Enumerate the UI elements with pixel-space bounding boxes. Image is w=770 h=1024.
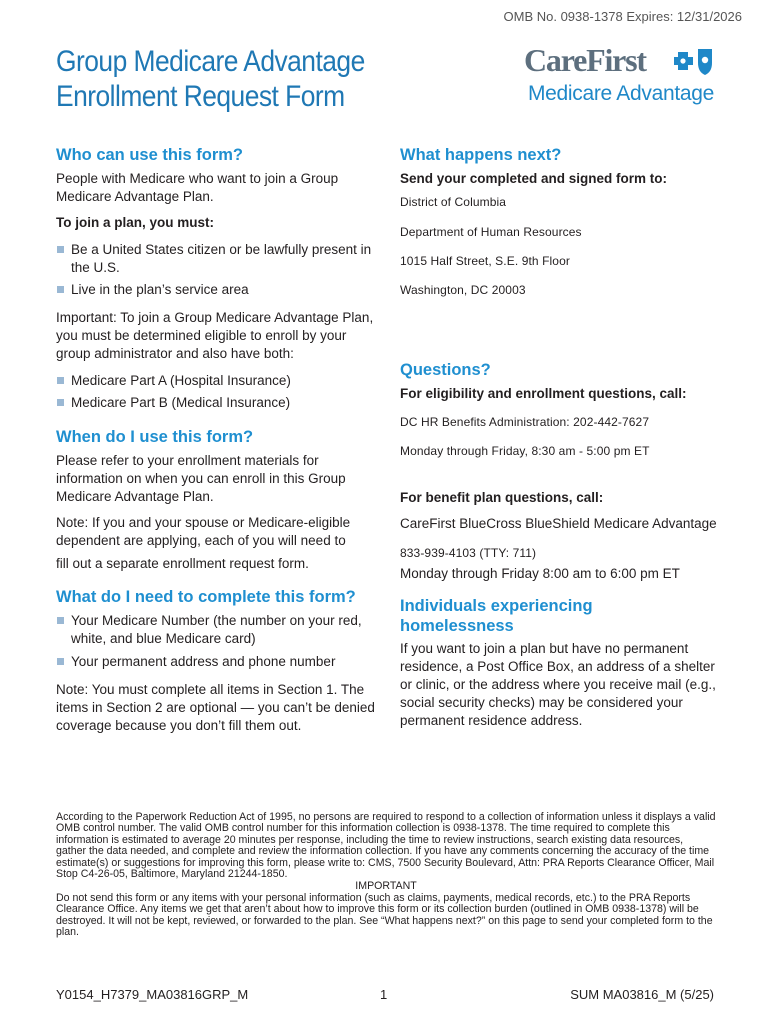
right-column	[400, 144, 720, 730]
when-heading: When do I use this form?	[56, 428, 254, 446]
form-code-right: SUM MA03816_M (5/25)	[570, 987, 714, 1002]
must-label: To join a plan, you must:	[56, 215, 214, 230]
need-note: Note: You must complete all items in Section 1. The items in Section 2 are optional — you can’t be denied coverage because you don’t fill them out.	[56, 682, 375, 733]
left-column	[56, 144, 376, 735]
benefit-label: For benefit plan questions, call:	[400, 490, 604, 505]
address-line: Department of Human Resources	[400, 225, 582, 239]
page-number: 1	[380, 987, 388, 1002]
address-line: District of Columbia	[400, 195, 507, 209]
bluecross-blueshield-icon	[674, 46, 714, 76]
need-list	[56, 612, 376, 671]
logo-subtitle: Medicare Advantage	[527, 82, 714, 105]
bullet-square-icon	[57, 617, 64, 624]
parts-list	[56, 372, 376, 412]
bullet-square-icon	[57, 658, 64, 665]
bullet-square-icon	[57, 377, 64, 384]
questions-heading: Questions?	[400, 361, 491, 379]
list-item: Medicare Part A (Hospital Insurance)	[56, 372, 376, 390]
bullet-square-icon	[57, 399, 64, 406]
eligibility-label: For eligibility and enrollment questions, call:	[400, 386, 687, 401]
list-item: Your Medicare Number (the number on your red, white, and blue Medicare card)	[56, 612, 376, 648]
list-item: Your permanent address and phone number	[56, 653, 376, 671]
address-line: 1015 Half Street, S.E. 9th Floor	[400, 254, 570, 268]
homeless-text: If you want to join a plan but have no permanent residence, a Post Office Box, an address of a shelter or clinic, or the address where you receive mail (e.g., social security checks) may be considered your permanent residence address.	[400, 641, 716, 728]
title-line-2: Enrollment Request Form	[56, 80, 345, 113]
list-item: Live in the plan’s service area	[56, 281, 376, 299]
who-text: People with Medicare who want to join a Group Medicare Advantage Plan.	[56, 171, 339, 204]
important-statement: Do not send this form or any items with your personal information (such as claims, payments, medical records, etc.) to the PRA Reports Clearance Office. Any items we get that aren’t about how to improve this form or its collection burden (outlined in OMB 0938-1378) will be destroyed. It will not be kept, reviewed, or forwarded to the plan. See “What happens next?” on this page to send your completed form to the plan.	[56, 891, 713, 939]
omb-number: OMB No. 0938-1378 Expires: 12/31/2026	[503, 9, 742, 24]
logo-wordmark: CareFirst	[524, 42, 646, 78]
list-item: Medicare Part B (Medical Insurance)	[56, 394, 376, 412]
address-line: Washington, DC 20003	[400, 283, 526, 297]
must-list	[56, 241, 376, 299]
form-code-left: Y0154_H7379_MA03816GRP_M	[56, 987, 249, 1002]
important-text: Important: To join a Group Medicare Advantage Plan, you must be determined eligible to enroll by your group administrator and also have both:	[56, 310, 374, 361]
pra-statement: According to the Paperwork Reduction Act of 1995, no persons are required to respond to a collection of information unless it displays a valid OMB control number. The valid OMB control number for this information collection is 0938-1378. The time required to complete this information is estimated to average 20 minutes per response, including the time to review instructions, search existing data resources, gather the data needed, and complete and review the information collection. If you have any comments concerning the accuracy of the time estimate(s) or suggestions for improving this form, please write to: CMS, 7500 Security Boulevard, Attn: PRA Reports Clearance Officer, Mail Stop C4-26-05, Baltimore, Maryland 21244-1850.	[56, 811, 716, 881]
list-item: Be a United States citizen or be lawfully present in the U.S.	[56, 241, 376, 277]
bullet-square-icon	[57, 286, 64, 293]
important-label: IMPORTANT	[355, 880, 417, 893]
mailing-address	[400, 193, 720, 299]
page-title	[56, 44, 373, 114]
when-text: Please refer to your enrollment materials for information on when you can enroll in this Group Medicare Advantage Plan.	[56, 453, 346, 504]
benefit-phone: 833-939-4103 (TTY: 711)	[400, 546, 537, 560]
carefirst-logo	[524, 42, 714, 108]
title-line-1: Group Medicare Advantage	[56, 45, 365, 78]
paperwork-notice	[56, 812, 716, 938]
when-note: Note: If you and your spouse or Medicare-eligible dependent are applying, each of you will need to	[56, 515, 351, 548]
eligibility-hours: Monday through Friday, 8:30 am - 5:00 pm ET	[400, 444, 650, 458]
eligibility-contact: DC HR Benefits Administration: 202-442-7627	[400, 415, 650, 429]
send-label: Send your completed and signed form to:	[400, 171, 668, 186]
when-note-continued: fill out a separate enrollment request form.	[56, 556, 309, 571]
benefit-hours: Monday through Friday 8:00 am to 6:00 pm ET	[400, 566, 680, 581]
who-heading: Who can use this form?	[56, 146, 244, 164]
benefit-name: CareFirst BlueCross BlueShield Medicare Advantage	[400, 516, 717, 531]
next-heading: What happens next?	[400, 146, 562, 164]
bullet-square-icon	[57, 246, 64, 253]
need-heading: What do I need to complete this form?	[56, 588, 356, 606]
homeless-heading: Individuals experiencing homelessness	[400, 597, 593, 635]
